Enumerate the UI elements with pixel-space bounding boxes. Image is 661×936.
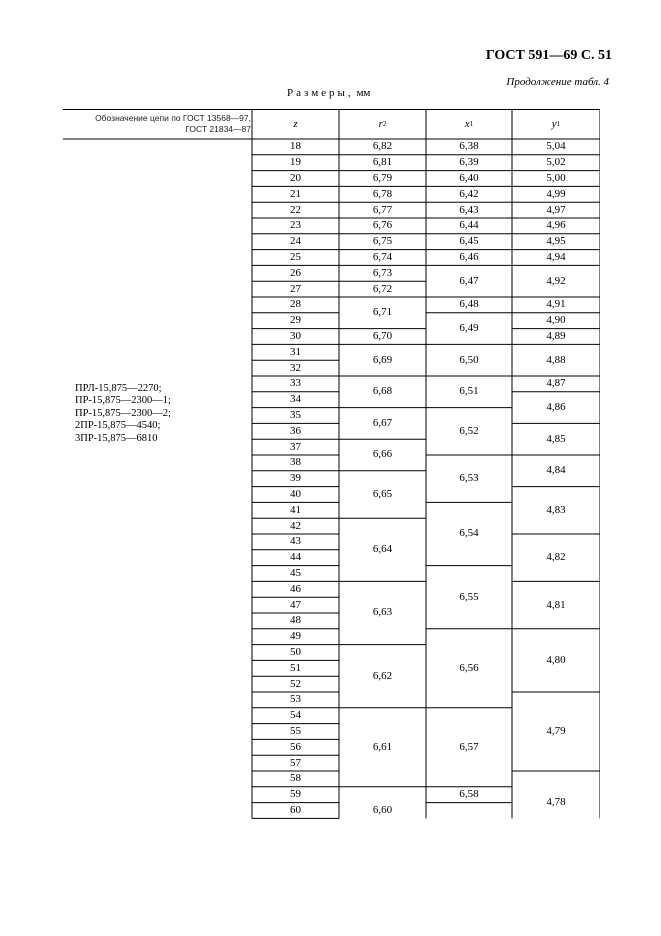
x1-cell: 6,38: [459, 140, 479, 153]
z-cell: 59: [290, 788, 301, 801]
chain-designation: 3ПР-15,875—6810: [75, 432, 158, 444]
chain-designation-header: [65, 113, 251, 134]
z-cell: 39: [290, 472, 301, 485]
z-cell: 44: [290, 551, 301, 564]
y1-cell: 4,86: [546, 401, 566, 414]
y1-cell: 4,80: [546, 653, 566, 666]
z-header-label: z: [293, 117, 298, 130]
r2-cell: 6,70: [372, 329, 393, 342]
y1-cell: 5,04: [546, 140, 566, 153]
y1-cell: 5,02: [546, 156, 566, 169]
r2-cell: 6,71: [372, 306, 393, 319]
dimensions-caption: [287, 87, 370, 99]
z-cell: 57: [290, 756, 301, 769]
x1-cell: 6,56: [459, 661, 479, 674]
r2-cell: 6,66: [372, 448, 393, 461]
y1-column-header: [512, 109, 600, 139]
z-cell: 27: [290, 282, 301, 295]
z-cell: 40: [290, 487, 301, 500]
z-cell: 28: [290, 298, 301, 311]
x1-cell: 6,43: [459, 203, 479, 216]
x1-cell: 6,40: [459, 171, 479, 184]
chain-designation: 2ПР-15,875—4540;: [75, 420, 161, 432]
r2-cell: 6,62: [372, 669, 393, 682]
z-cell: 19: [290, 156, 301, 169]
z-cell: 25: [290, 250, 301, 263]
y1-cell: 4,88: [546, 353, 566, 366]
y1-cell: 4,82: [546, 551, 566, 564]
r2-cell: 6,68: [372, 385, 393, 398]
z-cell: 47: [290, 598, 301, 611]
x1-cell: 6,53: [459, 472, 479, 485]
z-cell: 34: [290, 393, 301, 406]
r2-cell: 6,79: [372, 171, 393, 184]
table-continuation-note: Продолжение табл. 4: [506, 76, 609, 88]
z-cell: 29: [290, 314, 301, 327]
x1-cell: 6,44: [459, 219, 479, 232]
x1-cell: 6,49: [459, 322, 479, 335]
z-cell: 23: [290, 219, 301, 232]
x1-cell: 6,54: [459, 527, 479, 540]
r2-cell: 6,82: [372, 140, 393, 153]
dimensions-unit: мм: [356, 87, 371, 99]
z-cell: 51: [290, 661, 301, 674]
y1-cell: 4,92: [546, 274, 566, 287]
y1-cell: 5,00: [546, 171, 566, 184]
y1-cell: 4,94: [546, 250, 566, 263]
z-cell: 49: [290, 630, 301, 643]
x1-cell: 6,42: [459, 187, 479, 200]
z-cell: 18: [290, 140, 301, 153]
chain-designation: ПР-15,875—2300—2;: [75, 407, 171, 419]
r2-cell: 6,67: [372, 416, 393, 429]
y1-cell: 4,84: [546, 464, 566, 477]
page-title: ГОСТ 591—69 С. 51: [485, 48, 612, 63]
dimensions-label: Размеры,: [287, 87, 354, 99]
chain-header-line-1: Обозначение цепи по ГОСТ 13568—97,: [95, 113, 251, 123]
r2-cell: 6,81: [372, 156, 393, 169]
x1-cell: 6,51: [459, 385, 479, 398]
y1-cell: 4,83: [546, 503, 566, 516]
z-cell: 46: [290, 582, 301, 595]
z-cell: 24: [290, 235, 301, 248]
z-cell: 20: [290, 171, 301, 184]
x1-cell: 6,46: [459, 250, 479, 263]
r2-cell: 6,72: [372, 282, 393, 295]
z-cell: 53: [290, 693, 301, 706]
r2-cell: 6,69: [372, 353, 393, 366]
z-cell: 21: [290, 187, 301, 200]
z-cell: 35: [290, 408, 301, 421]
z-cell: 52: [290, 677, 301, 690]
chain-designation: ПРЛ-15,875—2270;: [75, 383, 162, 394]
r2-cell: 6,63: [372, 606, 393, 619]
r2-cell: 6,61: [372, 740, 393, 753]
r2-cell: 6,78: [372, 187, 393, 200]
x1-cell: 6,55: [459, 590, 479, 603]
z-cell: 37: [290, 440, 301, 453]
r2-column-header: [339, 109, 426, 139]
r2-cell: 6,75: [372, 235, 393, 248]
z-cell: 31: [290, 345, 301, 358]
y1-cell: 4,87: [546, 377, 566, 390]
x1-cell: 6,58: [459, 788, 479, 801]
chain-designation-list: [75, 383, 171, 445]
y1-cell: 4,95: [546, 235, 566, 248]
z-cell: 26: [290, 266, 301, 279]
chain-designation: ПР-15,875—2300—1;: [75, 395, 171, 407]
x1-header-subscript: 1: [469, 119, 474, 128]
r2-header-subscript: 2: [382, 119, 387, 128]
dimensions-table: [63, 109, 600, 819]
y1-cell: 4,85: [546, 432, 566, 445]
r2-cell: 6,64: [372, 543, 393, 556]
x1-cell: 6,52: [459, 424, 479, 437]
y1-cell: 4,97: [546, 203, 566, 216]
r2-cell: 6,60: [372, 803, 393, 816]
r2-cell: 6,73: [372, 266, 393, 279]
z-cell: 22: [290, 203, 301, 216]
y1-cell: 4,90: [546, 314, 566, 327]
z-cell: 36: [290, 424, 301, 437]
x1-cell: 6,48: [459, 298, 479, 311]
x1-cell: 6,39: [459, 156, 479, 169]
z-cell: 33: [290, 377, 301, 390]
r2-cell: 6,74: [372, 250, 393, 263]
z-cell: 38: [290, 456, 301, 469]
z-cell: 50: [290, 645, 301, 658]
y1-cell: 4,78: [546, 796, 566, 809]
y1-cell: 4,81: [546, 598, 566, 611]
z-cell: 45: [290, 566, 301, 579]
y1-cell: 4,91: [546, 298, 566, 311]
z-cell: 41: [290, 503, 301, 516]
z-cell: 48: [290, 614, 301, 627]
y1-cell: 4,89: [546, 329, 566, 342]
z-cell: 58: [290, 772, 301, 785]
z-cell: 30: [290, 329, 301, 342]
x1-column-header: [426, 109, 512, 139]
z-cell: 56: [290, 740, 301, 753]
z-cell: 43: [290, 535, 301, 548]
z-cell: 42: [290, 519, 301, 532]
z-cell: 32: [290, 361, 301, 374]
z-cell: 55: [290, 724, 301, 737]
z-cell: 54: [290, 709, 301, 722]
y1-header-subscript: 1: [556, 119, 561, 128]
y1-header-label: y: [551, 117, 557, 130]
x1-cell: 6,50: [459, 353, 479, 366]
r2-cell: 6,76: [372, 219, 393, 232]
y1-cell: 4,96: [546, 219, 566, 232]
r2-cell: 6,77: [372, 203, 393, 216]
y1-cell: 4,79: [546, 725, 566, 737]
x1-cell: 6,47: [459, 274, 479, 287]
x1-cell: 6,45: [459, 235, 479, 248]
y1-cell: 4,99: [546, 187, 566, 200]
z-column-header: [252, 109, 339, 139]
x1-header-label: x: [464, 117, 470, 130]
chain-header-line-2: ГОСТ 21834—87: [185, 123, 251, 134]
r2-header-label: r: [378, 117, 383, 130]
x1-cell: 6,57: [459, 740, 479, 753]
z-cell: 60: [290, 803, 301, 816]
r2-cell: 6,65: [372, 487, 393, 500]
